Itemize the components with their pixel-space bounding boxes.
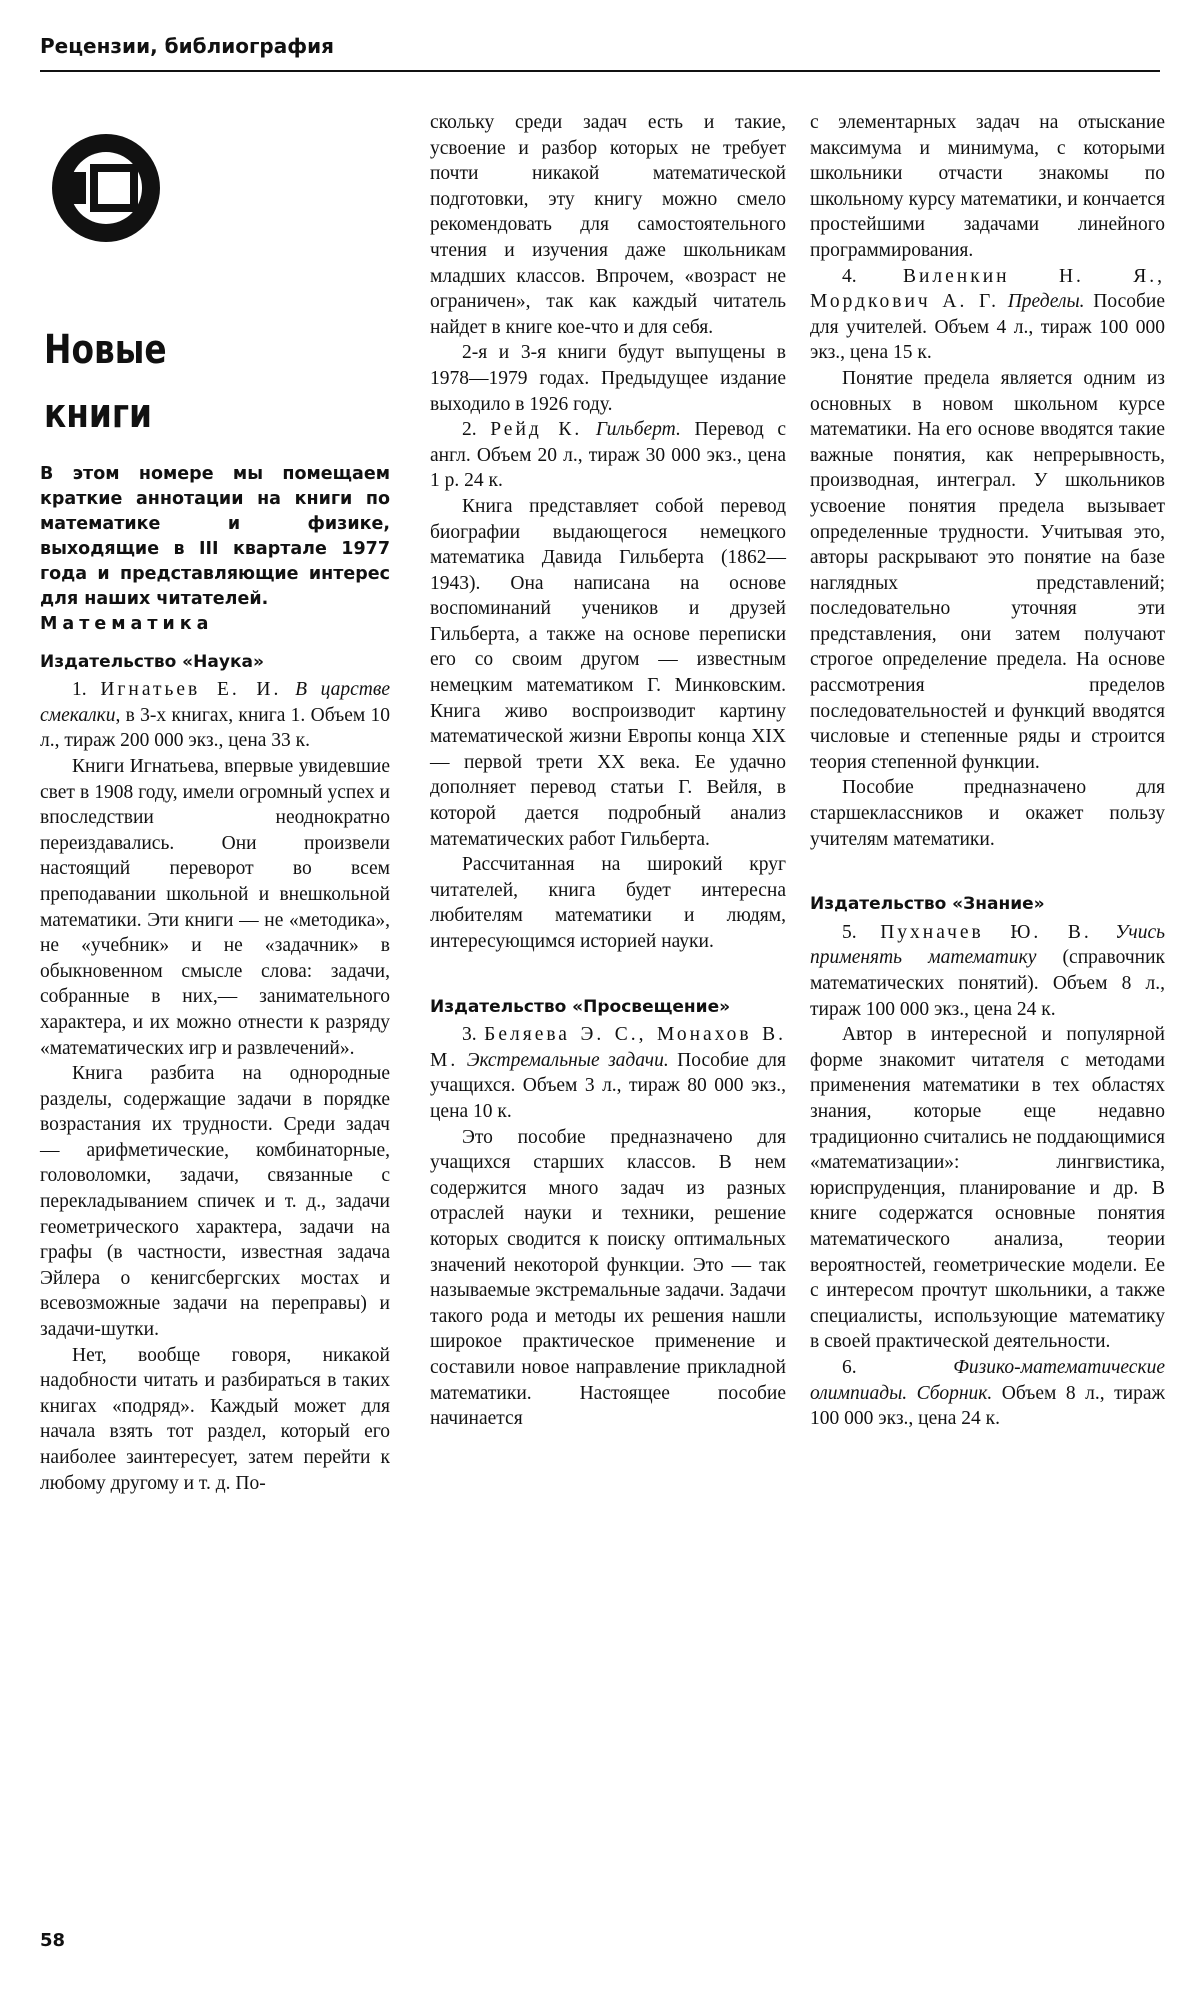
book-4-entry xyxy=(810,264,1165,366)
paragraph: Книги Игнатьева, впервые увидевшие свет в 1908 году, имели огромный успех и впоследствии неоднократно переиздавались. Они произвели настоящий переворот во всем преподавании школьной и внешкольной математики. Эти книги — не «методика», не «учебник» и не «задачник» в обыкновенном смысле слова: задачи, собранные в них,— занимательного характера, и их можно отнести к разряду «математических игр и развлечений». xyxy=(40,755,390,1059)
book-2-number: 2. xyxy=(462,419,477,441)
book-2-entry xyxy=(430,417,786,494)
page-number: 58 xyxy=(40,1930,66,1951)
middle-column xyxy=(430,110,786,1432)
paragraph: Рассчитанная на широкий круг читателей, книга будет интересна любителям математики и людям, интересующимся историей науки. xyxy=(430,854,786,952)
paragraph: с элементарных задач на отыскание максимума и минимума, с которыми школьники отчасти знакомы по школьному курсу математики, и кончается простейшими задачами линейного программирования. xyxy=(810,112,1165,261)
spacer xyxy=(430,955,786,995)
paragraph: Понятие предела является одним из основных в новом школьном курсе математики. На его основе вводятся такие важные понятия, как непрерывность, производная, интеграл. У школьников усвоение понятия предела вызывает определенные трудности. Учитывая это, авторы раскрывают это понятие на базе наглядных представлений; последовательно уточняя эти представления, они затем получают строгое определение предела. На основе рассмотрения пределов последовательностей и функций вводятся числовые и степенные ряды и строится теория степенной функции. xyxy=(810,367,1165,773)
book-5-author: Пухначев Ю. В. xyxy=(880,921,1092,943)
book-6-number: 6. xyxy=(842,1356,857,1378)
book-3-entry xyxy=(430,1022,786,1124)
book-1-number: 1. xyxy=(72,679,87,701)
book-2-title: Гильберт. xyxy=(595,419,681,441)
publisher-prosveshchenie: Издательство «Просвещение» xyxy=(430,996,731,1017)
book-2-details: Перевод с англ. Объем 20 л., тираж 30 000 экз., цена 1 р. 24 к. xyxy=(430,419,787,492)
book-5-number: 5. xyxy=(842,921,857,943)
book-4-author: Виленкин Н. Я., Мордкович А. Г. xyxy=(810,265,1166,313)
book-3-title: Экстремальные задачи. xyxy=(466,1049,669,1071)
page-title xyxy=(44,318,323,446)
book-4-title: Пределы. xyxy=(1007,291,1085,313)
publisher-znanie: Издательство «Знание» xyxy=(810,894,1045,915)
journal-emblem-icon xyxy=(46,128,166,248)
book-5-title: Учись применять математику xyxy=(810,921,1165,969)
section-mathematics: Математика xyxy=(40,614,214,634)
title-line-1: Новые xyxy=(44,327,167,373)
spacer xyxy=(810,852,1165,892)
paragraph: Пособие предназначено для старшеклассников и окажет пользу учителям математики. xyxy=(810,777,1165,850)
title-line-2: книги xyxy=(44,391,153,437)
book-4-details: Пособие для учителей. Объем 4 л., тираж 100 000 экз., цена 15 к. xyxy=(810,291,1165,364)
right-column xyxy=(810,110,1165,1432)
header-divider xyxy=(40,70,1160,72)
paragraph: Нет, вообще говоря, никакой надобности читать и разбираться в таких книгах «подряд». Каждый может для начала взять тот раздел, который его наиболее заинтересует, затем перейти к любому другому и т. д. По- xyxy=(40,1344,390,1494)
intro-text: В этом номере мы помещаем краткие аннотации на книги по математике и физике, выходящие в III квартале 1977 года и представляющие интерес для наших читателей. xyxy=(40,464,390,609)
book-5-entry xyxy=(810,920,1165,1022)
book-6-entry xyxy=(810,1355,1165,1432)
book-1-author: Игнатьев Е. И. xyxy=(100,679,282,701)
book-3-author: Беляева Э. С., Монахов В. М. xyxy=(430,1024,787,1071)
publisher-nauka: Издательство «Наука» xyxy=(40,651,264,672)
book-4-number: 4. xyxy=(842,265,857,287)
book-3-details: Пособие для учащихся. Объем 3 л., тираж 80 000 экз., цена 10 к. xyxy=(430,1049,787,1122)
paragraph: Автор в интересной и популярной форме знакомит читателя с методами применения математики в тех областях знания, которые еще недавно традиционно считались не поддающимися «математизации»: лингвистика, юриспруденция, планирование и др. В книге содержатся основные понятия математического анализа, теории вероятностей, геометрические модели. Ее с интересом прочтут школьники, а также специалисты, использующие математику в своей практической деятельности. xyxy=(810,1024,1165,1353)
book-1-title: В царстве смекалки xyxy=(40,679,391,726)
paragraph: скольку среди задач есть и такие, усвоение и разбор которых не требует почти никакой математической подготовки, эту книгу можно смело рекомендовать для самостоятельного чтения и изучения даже школьникам младших классов. Впрочем, «возраст не ограничен», так как каждый читатель найдет в книге кое-что и для себя. xyxy=(430,112,786,338)
section-header: Рецензии, библиография xyxy=(40,34,334,58)
book-6-title: Физико-математические олимпиады. Сборник. xyxy=(810,1356,1165,1404)
book-1-entry xyxy=(40,677,390,754)
book-1-details: , в 3-х книгах, книга 1. Объем 10 л., тираж 200 000 экз., цена 33 к. xyxy=(40,704,390,752)
paragraph: Это пособие предназначено для учащихся старших классов. В нем содержится много задач из разных отраслей науки и техники, решение которых сводится к поиску оптимальных значений некоторой функции. Это — так называемые экстремальные задачи. Задачи такого рода и методы их решения нашли широкое практическое применение и составили новое направление прикладной математики. Настоящее пособие начинается xyxy=(430,1126,786,1430)
paragraph: Книга разбита на однородные разделы, содержащие задачи в порядке возрастания их трудности. Среди задач — арифметические, комбинаторные, головоломки, задачи, связанные с перекладыванием спичек и т. д., задачи геометрического характера, задачи на графы (в частности, известная задача Эйлера о кенигсбергских мостах и всевозможные задачи на переправы) и задачи-шутки. xyxy=(40,1063,390,1341)
book-2-author: Рейд К. xyxy=(490,419,583,441)
book-3-number: 3. xyxy=(462,1024,477,1046)
book-5-details: (справочник математических понятий). Объем 8 л., тираж 100 000 экз., цена 24 к. xyxy=(810,947,1165,1020)
paragraph: Книга представляет собой перевод биографии выдающегося немецкого математика Давида Гильберта (1862—1943). Она написана на основе воспоминаний учеников и друзей Гильберта, а также на основе переписки его со своим другом — известным немецким математиком Г. Минковским. Книга живо воспроизводит картину математической жизни Европы конца XIX — первой трети XX века. Ее удачно дополняет перевод статьи Г. Вейля, в которой дается подробный анализ математических работ Гильберта. xyxy=(430,495,786,850)
left-column xyxy=(40,462,390,1496)
paragraph: 2-я и 3-я книги будут выпущены в 1978—1979 годах. Предыдущее издание выходило в 1926 году. xyxy=(430,342,786,415)
book-6-details: Объем 8 л., тираж 100 000 экз., цена 24 к. xyxy=(810,1382,1165,1430)
